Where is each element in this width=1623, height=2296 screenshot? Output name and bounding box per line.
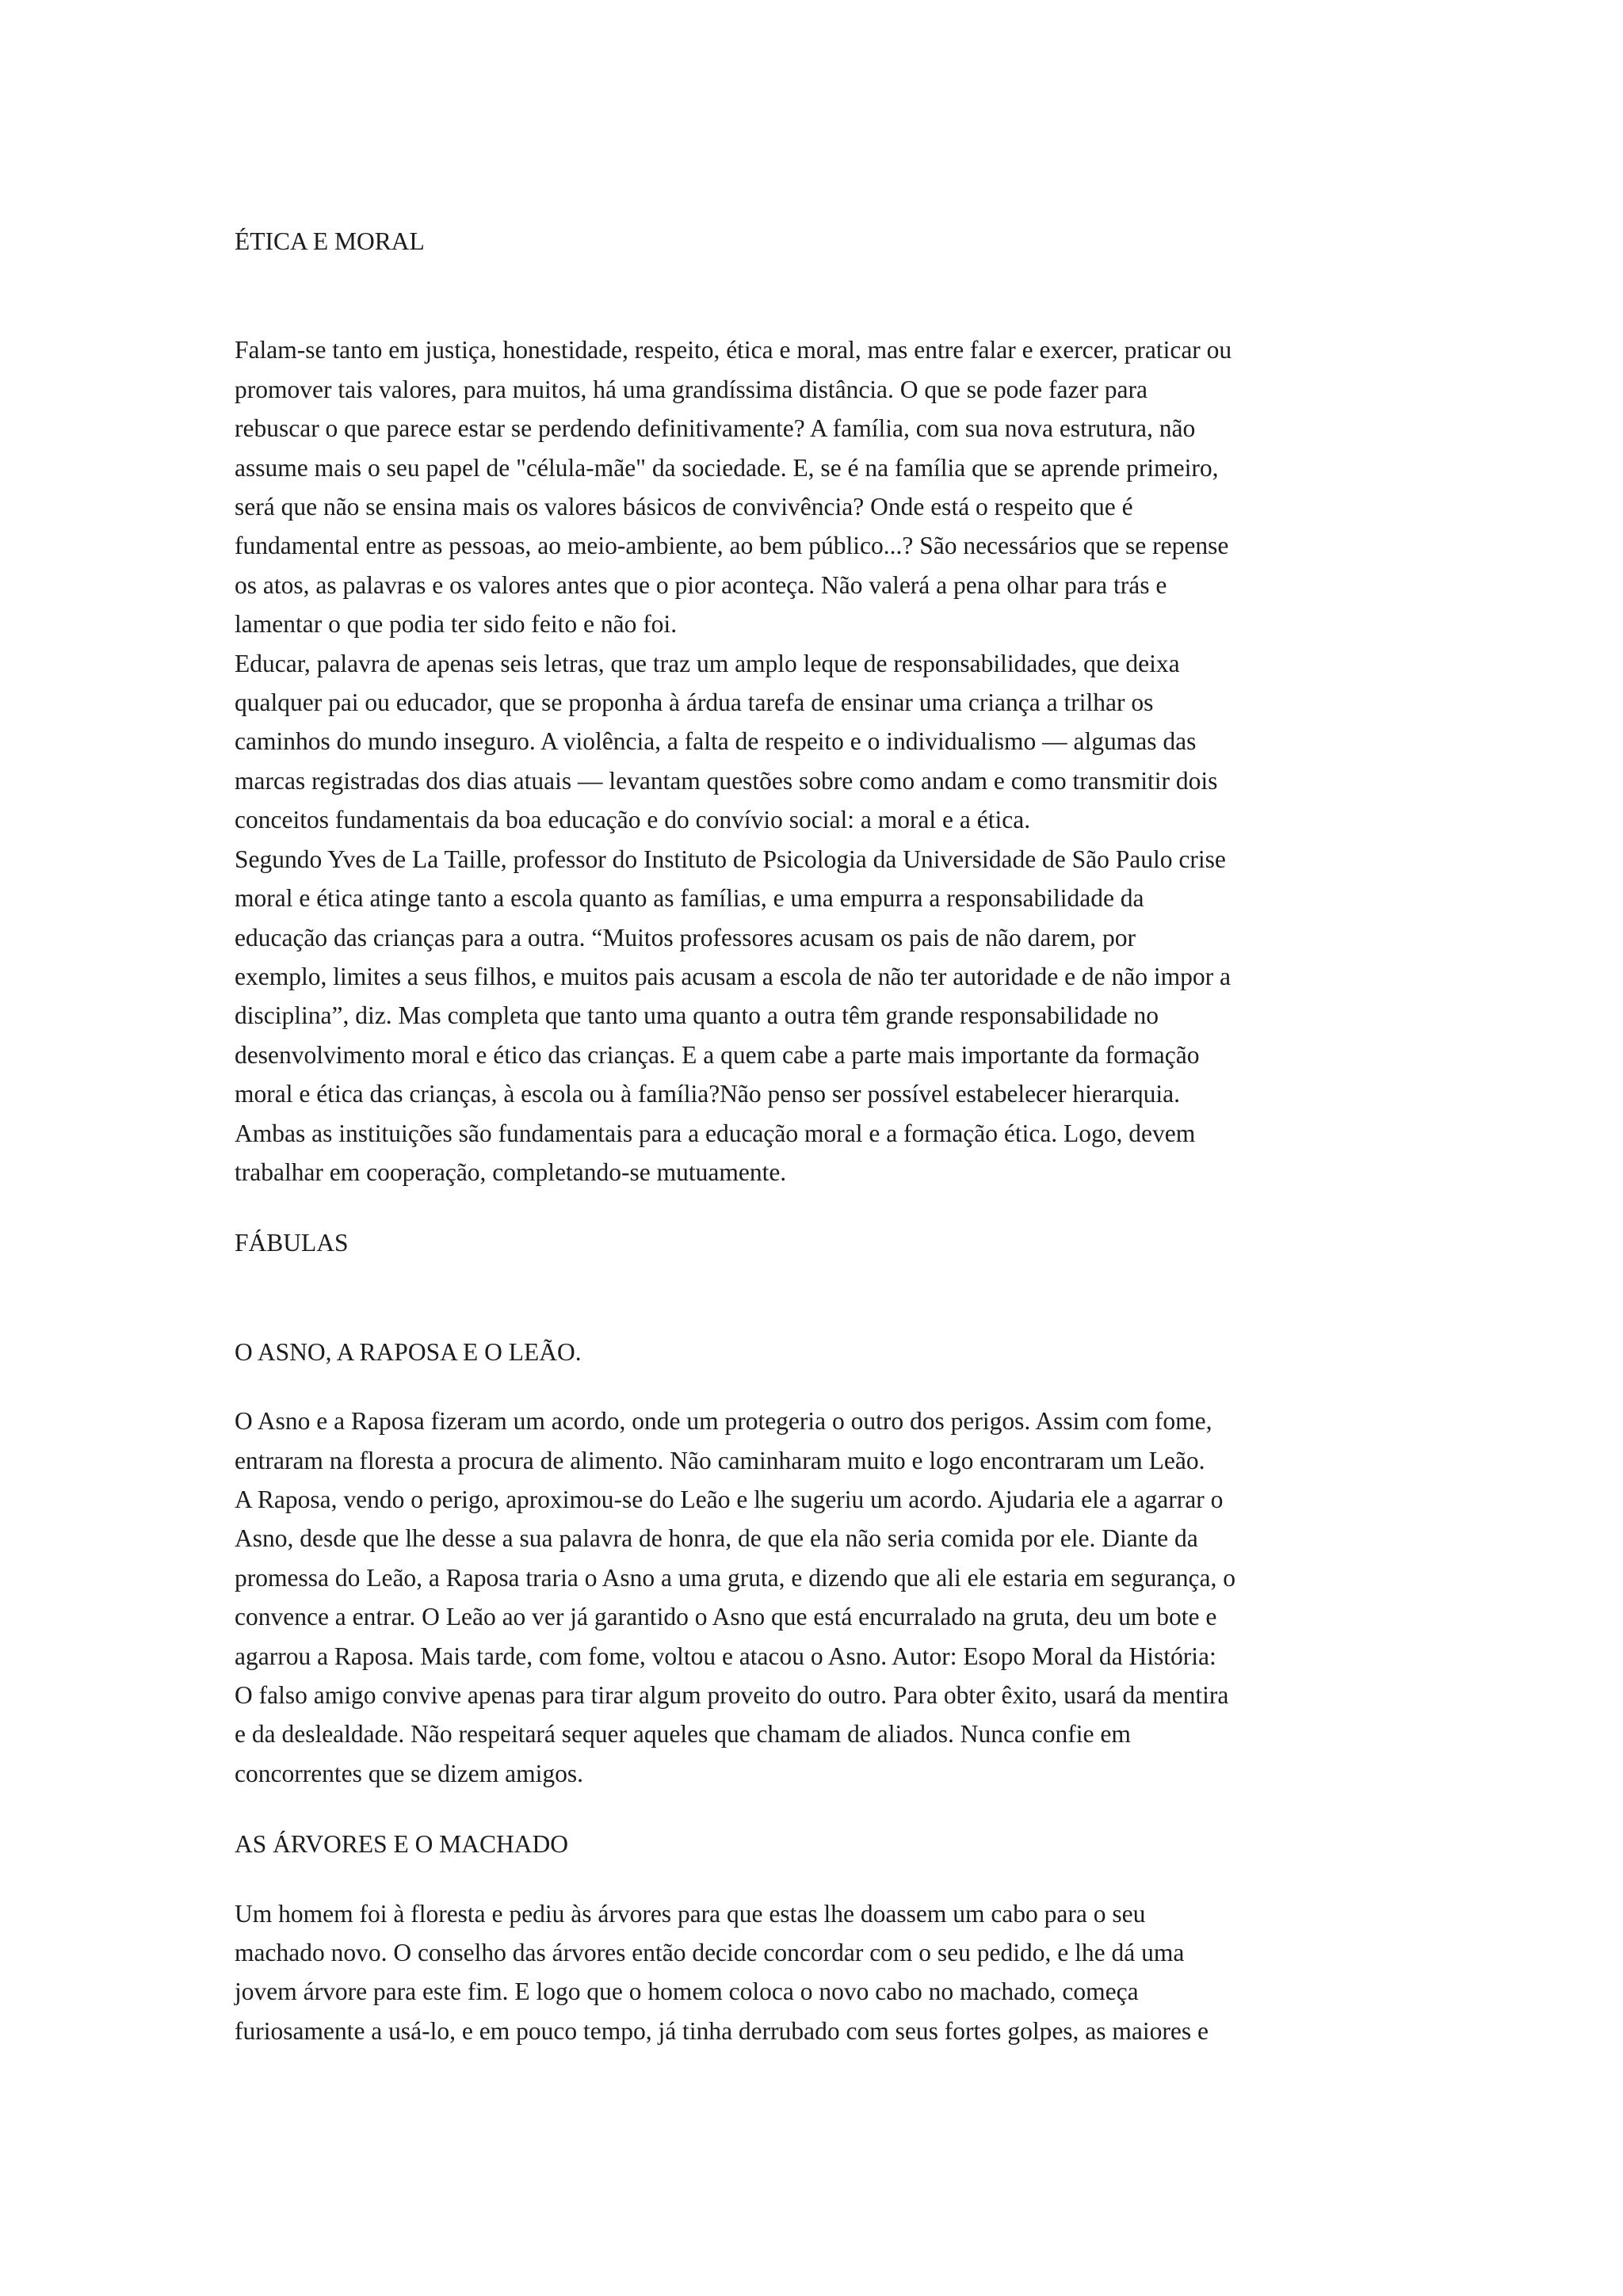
text-line: caminhos do mundo inseguro. A violência, a falta de respeito e o individualismo — algumas das: [235, 727, 1197, 756]
spacer: [235, 1793, 1407, 1825]
spacer: [235, 1371, 1407, 1402]
text-line: O Asno e a Raposa fizeram um acordo, onde um protegeria o outro dos perigos. Assim com fome,: [235, 1407, 1212, 1436]
text-line: A Raposa, vendo o perigo, aproximou-se do Leão e lhe sugeriu um acordo. Ajudaria ele a agarrar o: [235, 1485, 1224, 1513]
text-line: exemplo, limites a seus filhos, e muitos pais acusam a escola de não ter autoridade e de não impor a: [235, 962, 1231, 990]
text-line: Asno, desde que lhe desse a sua palavra de honra, de que ela não seria comida por ele. Diante da: [235, 1524, 1198, 1553]
text-line: Educar, palavra de apenas seis letras, que traz um amplo leque de responsabilidades, que deixa: [235, 649, 1180, 677]
ethics-paragraph-3: [235, 840, 1407, 1192]
text-line: concorrentes que se dizem amigos.: [235, 1759, 583, 1787]
text-line: educação das crianças para a outra. “Muitos professores acusam os pais de não darem, por: [235, 923, 1136, 952]
document-page: [235, 222, 1407, 2050]
text-line: O falso amigo convive apenas para tirar algum proveito do outro. Para obter êxito, usará da mentira: [235, 1681, 1229, 1709]
text-line: promover tais valores, para muitos, há uma grandíssima distância. O que se pode fazer para: [235, 375, 1148, 403]
text-line: será que não se ensina mais os valores básicos de convivência? Onde está o respeito que é: [235, 493, 1133, 521]
text-line: lamentar o que podia ter sido feito e não foi.: [235, 610, 678, 639]
spacer: [235, 1864, 1407, 1894]
text-line: agarrou a Raposa. Mais tarde, com fome, voltou e atacou o Asno. Autor: Esopo Moral da História:: [235, 1642, 1216, 1670]
text-line: Segundo Yves de La Taille, professor do Instituto de Psicologia da Universidade de São Paulo crise: [235, 845, 1226, 873]
ethics-paragraph-1: [235, 330, 1407, 643]
text-line: jovem árvore para este fim. E logo que o homem coloca o novo cabo no machado, começa: [235, 1978, 1139, 2006]
text-line: disciplina”, diz. Mas completa que tanto uma quanto a outra têm grande responsabilidade no: [235, 1001, 1159, 1030]
fable-1-text: [235, 1402, 1407, 1793]
text-line: e da deslealdade. Não respeitará sequer aqueles que chamam de aliados. Nunca confie em: [235, 1720, 1131, 1749]
spacer: [235, 1192, 1407, 1223]
fable-2-title: AS ÁRVORES E O MACHADO: [235, 1830, 569, 1859]
text-line: trabalhar em cooperação, completando-se mutuamente.: [235, 1158, 787, 1186]
text-line: Falam-se tanto em justiça, honestidade, respeito, ética e moral, mas entre falar e exercer, praticar ou: [235, 336, 1232, 364]
text-line: marcas registradas dos dias atuais — levantam questões sobre como andam e como transmitir dois: [235, 766, 1218, 795]
text-line: desenvolvimento moral e ético das crianças. E a quem cabe a parte mais importante da formação: [235, 1040, 1200, 1069]
text-line: Um homem foi à floresta e pediu às árvores para que estas lhe doassem um cabo para o seu: [235, 1899, 1146, 1928]
spacer: [235, 261, 1407, 330]
text-line: os atos, as palavras e os valores antes que o pior aconteça. Não valerá a pena olhar para trás e: [235, 570, 1167, 599]
text-line: assume mais o seu papel de "célula-mãe" da sociedade. E, se é na família que se aprende primeiro,: [235, 453, 1219, 482]
document-title: ÉTICA E MORAL: [235, 227, 425, 255]
text-line: rebuscar o que parece estar se perdendo definitivamente? A família, com sua nova estrutura, não: [235, 414, 1196, 443]
fable-2-text: [235, 1894, 1407, 2051]
text-line: entraram na floresta a procura de alimento. Não caminharam muito e logo encontraram um Leão.: [235, 1446, 1205, 1474]
text-line: moral e ética atinge tanto a escola quanto as famílias, e uma empurra a responsabilidade da: [235, 884, 1144, 913]
fable-1-title: O ASNO, A RAPOSA E O LEÃO.: [235, 1337, 582, 1366]
text-line: promessa do Leão, a Raposa traria o Asno a uma gruta, e dizendo que ali ele estaria em segurança, o: [235, 1563, 1236, 1592]
text-line: convence a entrar. O Leão ao ver já garantido o Asno que está encurralado na gruta, deu um bote e: [235, 1603, 1217, 1631]
text-line: furiosamente a usá-lo, e em pouco tempo, já tinha derrubado com seus fortes golpes, as maiores e: [235, 2016, 1209, 2045]
text-line: fundamental entre as pessoas, ao meio-ambiente, ao bem público...? São necessários que se repense: [235, 532, 1229, 560]
spacer: [235, 1263, 1407, 1333]
ethics-paragraph-2: [235, 644, 1407, 840]
text-line: moral e ética das crianças, à escola ou à família?Não penso ser possível estabelecer hierarquia.: [235, 1080, 1180, 1108]
text-line: qualquer pai ou educador, que se proponha à árdua tarefa de ensinar uma criança a trilhar os: [235, 688, 1154, 717]
text-line: Ambas as instituições são fundamentais para a educação moral e a formação ética. Logo, devem: [235, 1119, 1196, 1147]
text-line: conceitos fundamentais da boa educação e do convívio social: a moral e a ética.: [235, 806, 1031, 834]
text-line: machado novo. O conselho das árvores então decide concordar com o seu pedido, e lhe dá uma: [235, 1939, 1185, 1967]
fables-section-title: FÁBULAS: [235, 1229, 349, 1257]
